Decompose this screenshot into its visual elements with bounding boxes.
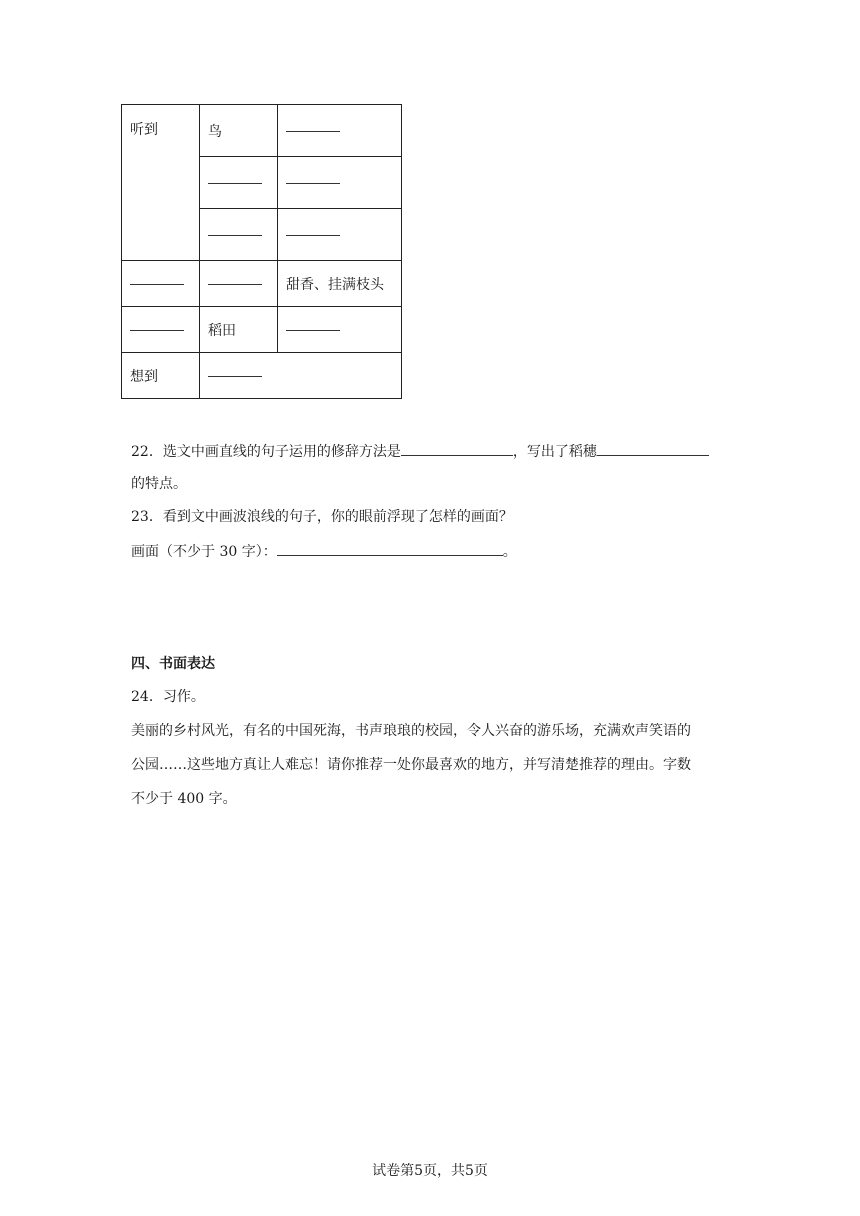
- blank-line[interactable]: [208, 181, 262, 184]
- q24-prompt-line-2: 公园……这些地方真让人难忘！请你推荐一处你最喜欢的地方，并写清楚推荐的理由。字数: [131, 757, 691, 773]
- answer-table: [121, 104, 402, 399]
- page-footer: 试卷第5页，共5页: [372, 1163, 488, 1179]
- blank-line[interactable]: [208, 282, 262, 285]
- q22-answer-blank-2[interactable]: [597, 441, 709, 456]
- table-cell-blank[interactable]: [278, 307, 402, 353]
- table-cell-thought: 想到: [122, 353, 200, 399]
- blank-line[interactable]: [286, 181, 340, 184]
- blank-line[interactable]: [286, 129, 340, 132]
- table-cell-blank[interactable]: [200, 209, 278, 261]
- question-24-title: 24．习作。: [131, 689, 205, 705]
- question-22: [131, 441, 709, 462]
- table-cell-blank[interactable]: [278, 157, 402, 209]
- q22-text-b: ，写出了稻穗: [512, 444, 597, 460]
- blank-line[interactable]: [286, 328, 340, 331]
- table-cell-blank[interactable]: [200, 261, 278, 307]
- question-23: 23．看到文中画波浪线的句子，你的眼前浮现了怎样的画面？: [131, 509, 513, 525]
- q22-text-a: 22．选文中画直线的句子运用的修辞方法是: [131, 444, 401, 460]
- q23-label: 画面（不少于 30 字）：: [131, 544, 277, 560]
- table-cell: 鸟: [200, 105, 278, 157]
- blank-line[interactable]: [208, 374, 262, 377]
- table-cell-blank[interactable]: [200, 157, 278, 209]
- table-cell: 甜香、挂满枝头: [278, 261, 402, 307]
- table-cell: 稻田: [200, 307, 278, 353]
- table-row: [122, 261, 402, 307]
- q24-prompt-line-3: 不少于 400 字。: [131, 791, 237, 807]
- q23-answer-blank[interactable]: [277, 541, 503, 556]
- table-row: [122, 105, 402, 157]
- table-cell-blank[interactable]: [200, 353, 402, 399]
- section-title: 四、书面表达: [131, 656, 215, 672]
- table-row: [122, 353, 402, 399]
- q23-end: 。: [502, 544, 517, 560]
- q22-continuation: 的特点。: [131, 476, 187, 492]
- q24-prompt-line-1: 美丽的乡村风光，有名的中国死海，书声琅琅的校园，令人兴奋的游乐场，充满欢声笑语的: [131, 723, 691, 739]
- table-row: [122, 307, 402, 353]
- blank-line[interactable]: [208, 233, 262, 236]
- table-cell-blank[interactable]: [278, 209, 402, 261]
- q23-answer-line: [131, 541, 517, 562]
- table-cell-blank[interactable]: [122, 307, 200, 353]
- table-cell-blank[interactable]: [278, 105, 402, 157]
- table-cell-heard: 听到: [122, 105, 200, 261]
- blank-line[interactable]: [130, 282, 184, 285]
- q22-answer-blank-1[interactable]: [401, 441, 513, 456]
- blank-line[interactable]: [286, 233, 340, 236]
- table-cell-blank[interactable]: [122, 261, 200, 307]
- blank-line[interactable]: [130, 328, 184, 331]
